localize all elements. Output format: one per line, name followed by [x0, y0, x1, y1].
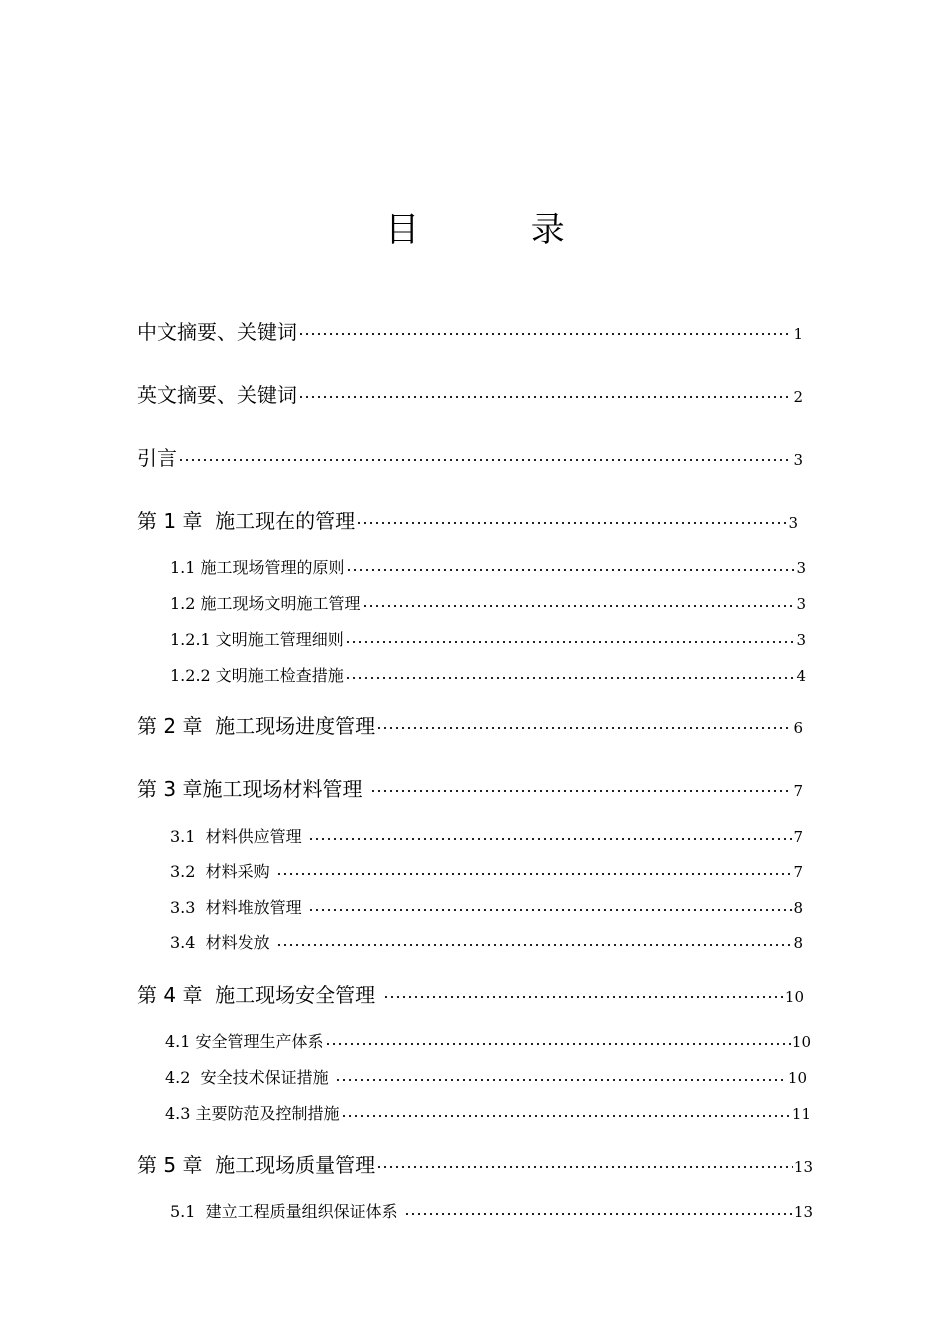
- dot-leader: [345, 675, 796, 681]
- toc-entry[interactable]: [170, 895, 803, 918]
- toc-entry-label: 4.2 安全技术保证措施: [165, 1068, 334, 1087]
- toc-entry-label: 第 2 章 施工现场进度管理: [137, 714, 376, 738]
- toc-entry-page: 3: [796, 595, 806, 613]
- toc-entry-page: 3: [796, 559, 806, 577]
- dot-leader: [346, 567, 796, 573]
- toc-entry[interactable]: [137, 979, 804, 1008]
- dot-leader: [376, 1164, 793, 1170]
- dot-leader: [298, 394, 792, 400]
- dot-leader: [356, 520, 787, 526]
- toc-entry-label: 第 5 章 施工现场质量管理: [137, 1153, 376, 1177]
- toc-entry[interactable]: [137, 710, 803, 739]
- dot-leader: [325, 1041, 791, 1047]
- toc-entry-label: 引言: [137, 446, 177, 470]
- toc-entry[interactable]: [137, 442, 803, 471]
- toc-entry-page: 3: [793, 451, 803, 469]
- toc-entry-page: 10: [787, 1069, 807, 1087]
- toc-entry-label: 3.1 材料供应管理: [170, 827, 307, 846]
- toc-entry-label: 1.1 施工现场管理的原则: [170, 558, 345, 577]
- dot-leader: [276, 942, 793, 948]
- toc-entry[interactable]: [165, 1065, 807, 1088]
- toc-entry-label: 第 4 章 施工现场安全管理: [137, 983, 382, 1007]
- toc-entry-label: 第 3 章施工现场材料管理: [137, 777, 369, 801]
- toc-entry-page: 10: [784, 988, 804, 1006]
- toc-entry[interactable]: [170, 859, 803, 882]
- dot-leader: [298, 331, 792, 337]
- toc-entry-label: 1.2.1 文明施工管理细则: [170, 630, 344, 649]
- toc-entry-page: 7: [793, 863, 803, 881]
- toc-entry-label: 英文摘要、关键词: [137, 383, 297, 407]
- toc-entry-label: 中文摘要、关键词: [137, 320, 297, 344]
- toc-entry-page: 1: [793, 325, 803, 343]
- toc-entry-page: 8: [793, 899, 803, 917]
- toc-entry-label: 3.2 材料采购: [170, 862, 275, 881]
- toc-entry-page: 2: [793, 388, 803, 406]
- dot-leader: [376, 725, 792, 731]
- toc-entry[interactable]: [170, 627, 806, 650]
- dot-leader: [404, 1211, 793, 1217]
- toc-entry-page: 13: [793, 1203, 813, 1221]
- toc-entry-label: 1.2 施工现场文明施工管理: [170, 594, 361, 613]
- toc-entry-label: 1.2.2 文明施工检查措施: [170, 666, 344, 685]
- toc-entry[interactable]: [165, 1101, 811, 1124]
- toc-entry[interactable]: [170, 824, 803, 847]
- toc-entry-label: 3.4 材料发放: [170, 933, 275, 952]
- toc-entry-page: 10: [791, 1033, 811, 1051]
- toc-entry-page: 7: [793, 828, 803, 846]
- dot-leader: [362, 603, 796, 609]
- toc-entry-label: 5.1 建立工程质量组织保证体系: [170, 1202, 403, 1221]
- dot-leader: [345, 639, 796, 645]
- toc-entry[interactable]: [137, 316, 803, 345]
- dot-leader: [383, 994, 784, 1000]
- toc-entry[interactable]: [165, 1029, 811, 1052]
- toc-entry[interactable]: [137, 505, 798, 534]
- dot-leader: [276, 871, 793, 877]
- toc-entry[interactable]: [170, 555, 806, 578]
- toc-entry-page: 8: [793, 934, 803, 952]
- toc-entry-page: 11: [791, 1105, 811, 1123]
- toc-entry-page: 13: [793, 1158, 813, 1176]
- toc-entry[interactable]: [170, 1199, 813, 1222]
- dot-leader: [178, 457, 792, 463]
- toc-entry-page: 4: [796, 667, 806, 685]
- toc-entry-page: 3: [796, 631, 806, 649]
- toc-entry-label: 第 1 章 施工现在的管理: [137, 509, 356, 533]
- toc-entry[interactable]: [137, 1149, 813, 1178]
- dot-leader: [308, 836, 793, 842]
- toc-entry-page: 6: [793, 719, 803, 737]
- toc-entry[interactable]: [137, 773, 803, 802]
- dot-leader: [341, 1113, 791, 1119]
- toc-entry-label: 4.3 主要防范及控制措施: [165, 1104, 340, 1123]
- toc-entry-label: 3.3 材料堆放管理: [170, 898, 307, 917]
- dot-leader: [370, 788, 793, 794]
- toc-entry[interactable]: [170, 663, 806, 686]
- dot-leader: [308, 907, 793, 913]
- dot-leader: [335, 1077, 787, 1083]
- toc-entry-page: 3: [788, 514, 798, 532]
- toc-entry[interactable]: [137, 379, 803, 408]
- toc-entry[interactable]: [170, 591, 806, 614]
- page-title: 目 录: [385, 210, 595, 250]
- toc-entry-page: 7: [793, 782, 803, 800]
- toc-entry[interactable]: [170, 930, 803, 953]
- toc-entry-label: 4.1 安全管理生产体系: [165, 1032, 324, 1051]
